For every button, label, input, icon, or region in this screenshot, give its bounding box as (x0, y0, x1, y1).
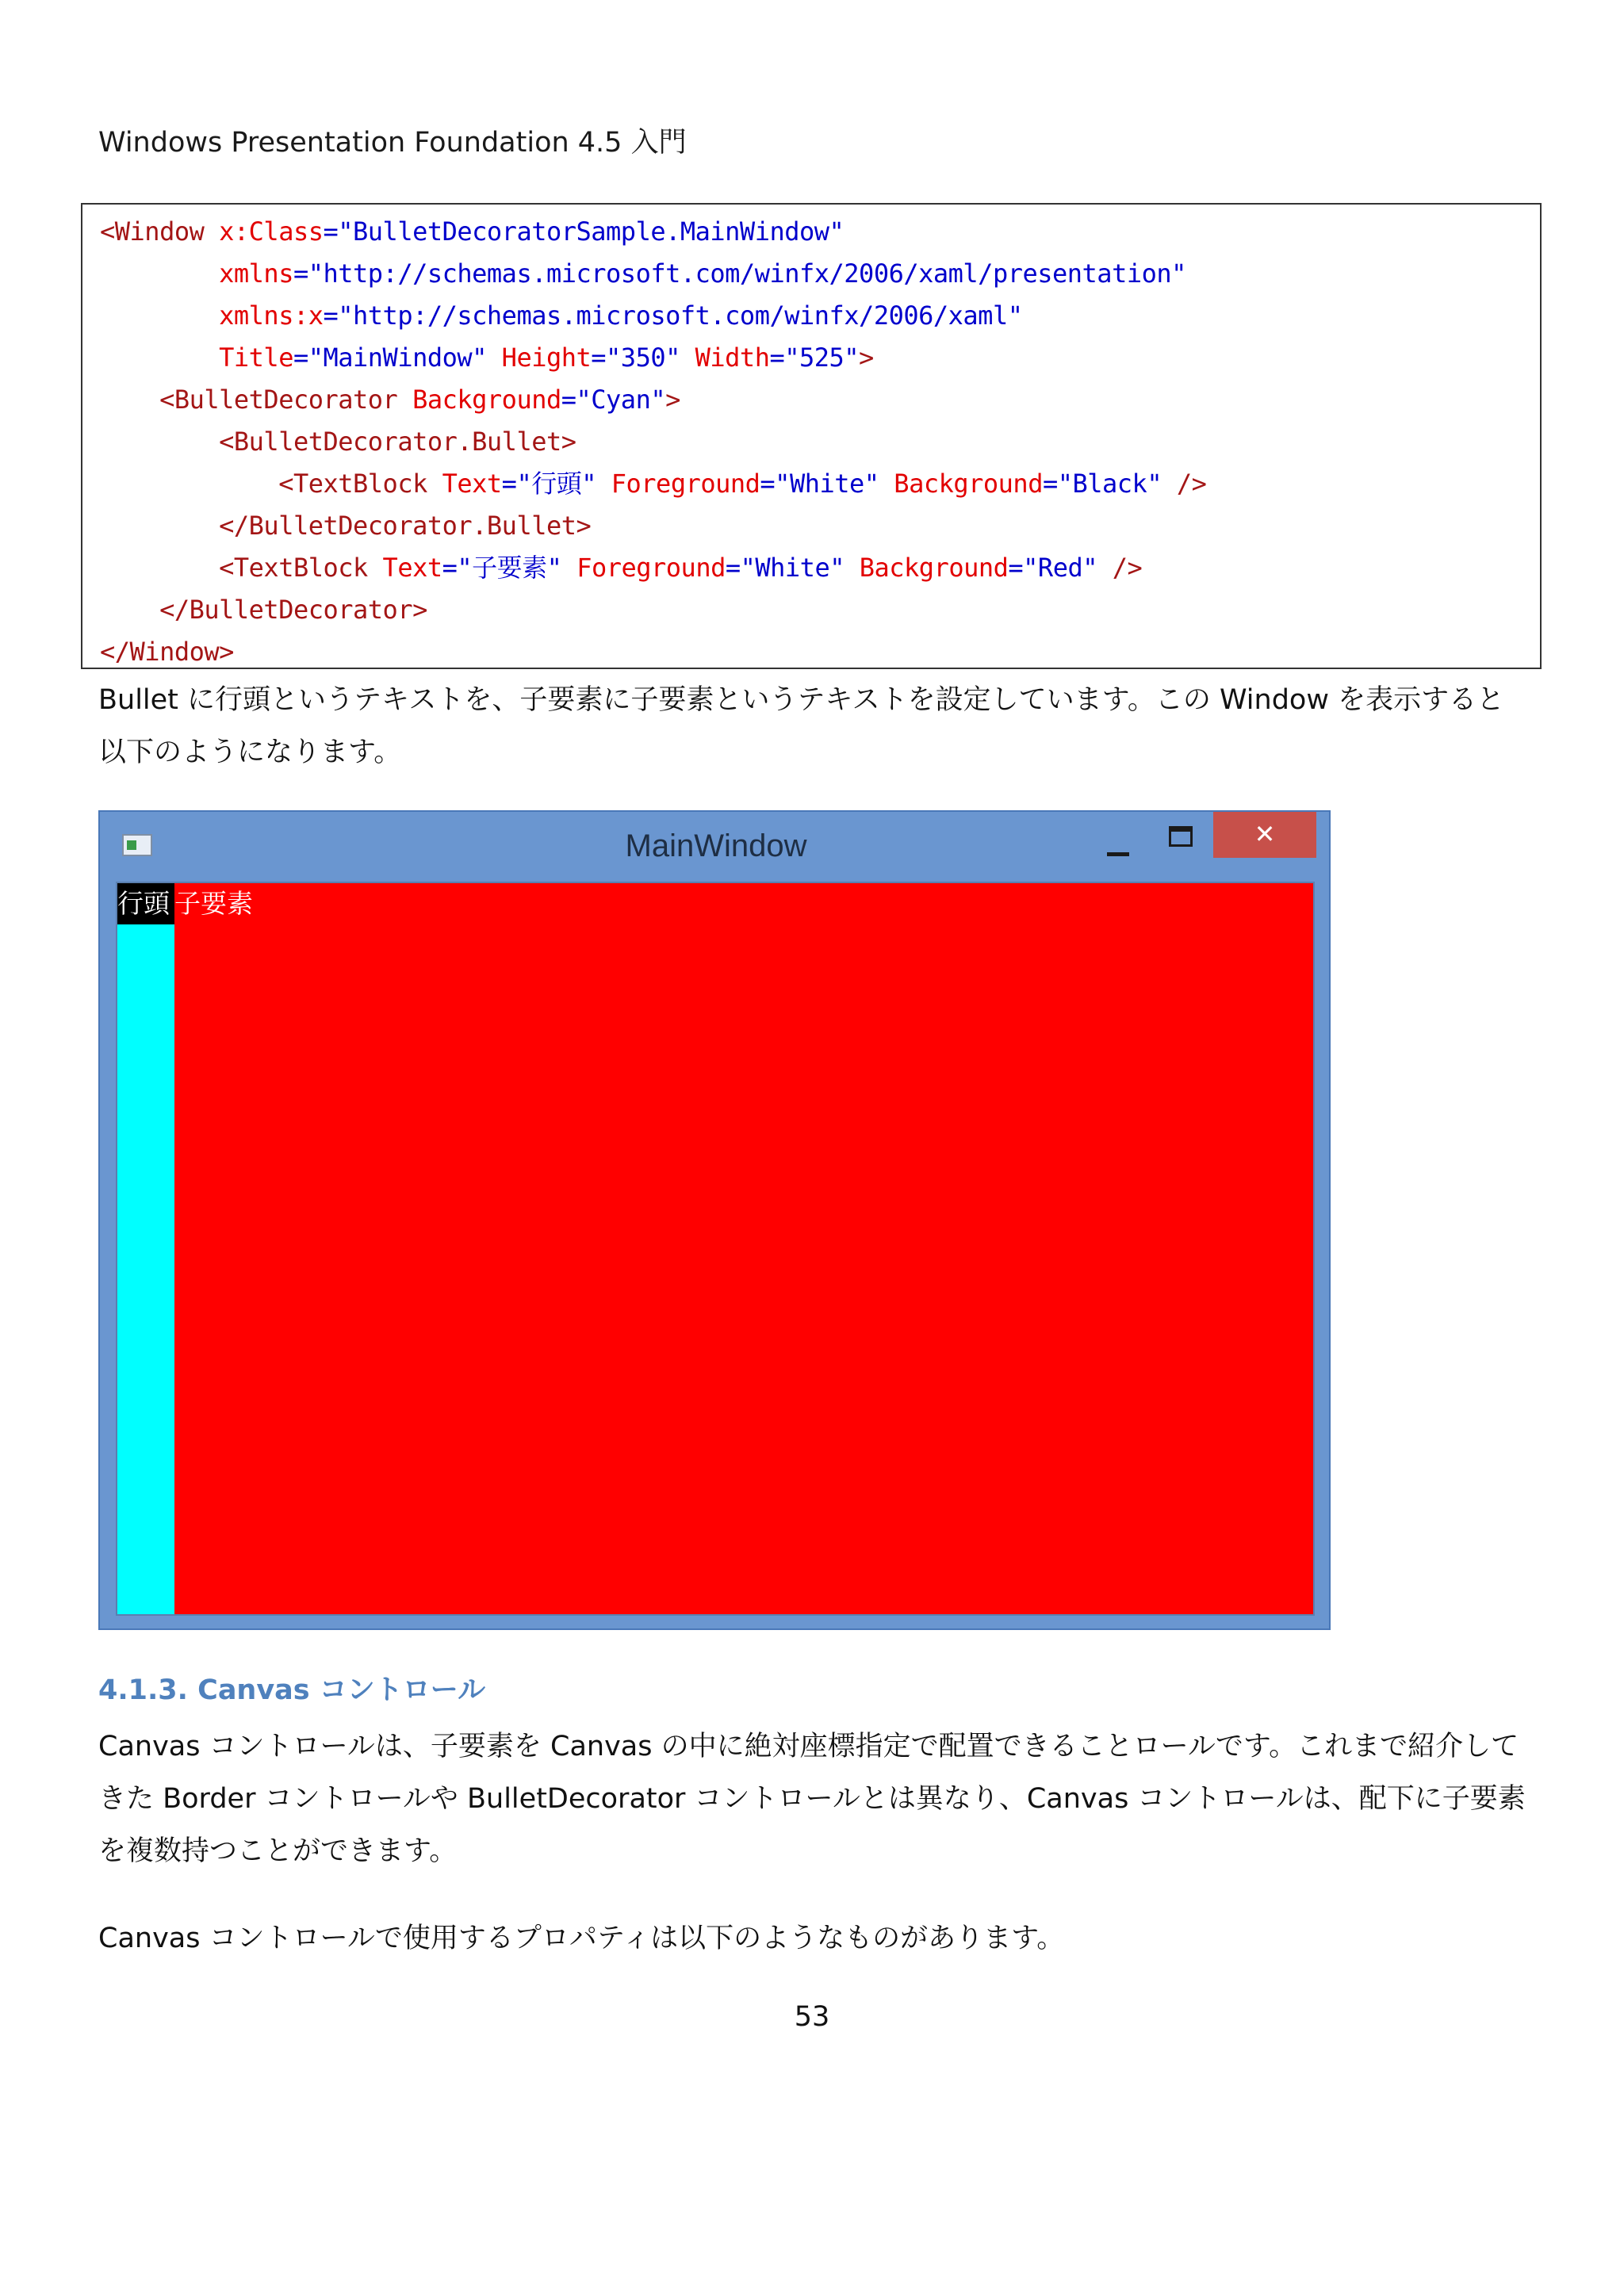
code-token: "Black" (1057, 469, 1162, 499)
code-token: <BulletDecorator (159, 385, 413, 415)
code-token: Background (859, 553, 1009, 583)
code-token (596, 469, 611, 499)
section-heading: 4.1.3. Canvas コントロール (98, 1674, 486, 1706)
code-line (100, 589, 1540, 631)
code-line (100, 505, 1540, 547)
code-token: Width (695, 342, 770, 373)
code-token (100, 258, 219, 289)
minimize-icon[interactable] (1107, 839, 1131, 856)
code-token (100, 595, 159, 625)
code-token: = (769, 342, 785, 373)
code-token (100, 553, 219, 583)
code-token: Background (894, 469, 1043, 499)
code-line (100, 547, 1540, 589)
code-token: <TextBlock (278, 469, 442, 499)
code-token: "Red" (1023, 553, 1097, 583)
code-token: "525" (784, 342, 860, 373)
code-token: <TextBlock (219, 553, 383, 583)
code-token: "Cyan" (576, 385, 666, 415)
code-token (879, 469, 894, 499)
code-token: "BulletDecoratorSample.MainWindow" (338, 216, 845, 247)
code-token (100, 342, 219, 373)
code-token (100, 511, 219, 541)
code-line (100, 631, 1540, 673)
code-token (561, 553, 576, 583)
code-token: xmlns (219, 258, 293, 289)
code-token: = (293, 342, 308, 373)
code-token (845, 553, 860, 583)
code-token: > (859, 342, 874, 373)
code-token: </BulletDecorator> (159, 595, 427, 625)
code-token: "MainWindow" (308, 342, 487, 373)
child-textblock: 子要素 (174, 883, 1313, 1614)
code-token: > (665, 385, 680, 415)
code-block (81, 203, 1542, 669)
code-line (100, 379, 1540, 421)
code-token: </Window> (100, 637, 234, 667)
code-token: Text (442, 469, 502, 499)
code-token: = (1008, 553, 1024, 583)
code-token: = (442, 553, 458, 583)
code-token: <Window (100, 216, 220, 247)
code-token: = (591, 342, 607, 373)
code-line (100, 421, 1540, 463)
code-token: /> (1176, 469, 1207, 499)
code-token: = (323, 300, 339, 331)
code-line (100, 253, 1540, 295)
body-paragraph-3: Canvas コントロールで使用するプロパティは以下のようなものがあります。 (98, 1923, 1065, 1954)
code-token (100, 385, 159, 415)
code-token: </BulletDecorator.Bullet> (219, 511, 592, 541)
code-token (1162, 469, 1177, 499)
code-token: = (323, 216, 339, 247)
running-header: Windows Presentation Foundation 4.5 入門 (98, 127, 687, 159)
code-token: = (760, 469, 776, 499)
code-token: x:Class (219, 216, 324, 247)
bullet-decorator-area (116, 882, 1315, 1616)
code-token: "行頭" (516, 469, 596, 499)
code-token: "White" (775, 469, 879, 499)
close-button[interactable]: ✕ (1213, 812, 1316, 858)
code-token: = (1042, 469, 1058, 499)
code-token: = (725, 553, 741, 583)
code-line (100, 463, 1540, 505)
code-token: /> (1112, 553, 1143, 583)
code-token (680, 342, 695, 373)
code-token (100, 469, 278, 499)
body-paragraph-1: Bullet に行頭というテキストを、子要素に子要素というテキストを設定しています。この Window を表示すると以下のようになります。 (98, 684, 1505, 768)
code-token: Background (412, 385, 561, 415)
window-title: MainWindow (625, 828, 807, 863)
code-token (1097, 553, 1113, 583)
code-line (100, 337, 1540, 379)
code-token: Height (501, 342, 592, 373)
code-token: <BulletDecorator.Bullet> (219, 427, 576, 457)
code-token: Foreground (576, 553, 726, 583)
code-token: "子要素" (457, 553, 562, 583)
code-token: = (501, 469, 517, 499)
code-token: "350" (606, 342, 680, 373)
code-token: Title (219, 342, 293, 373)
bullet-textblock: 行頭 (117, 883, 174, 924)
page-number: 53 (794, 2001, 830, 2033)
screenshot-window (98, 810, 1331, 1630)
maximize-icon[interactable] (1169, 826, 1193, 847)
code-token: = (293, 258, 308, 289)
code-line (100, 295, 1540, 337)
code-token: "White" (740, 553, 845, 583)
code-token: Foreground (611, 469, 760, 499)
code-token (100, 300, 219, 331)
code-token: = (561, 385, 576, 415)
code-token (487, 342, 502, 373)
code-token: xmlns:x (219, 300, 324, 331)
code-token (100, 427, 219, 457)
code-line (100, 211, 1540, 253)
code-token: Text (382, 553, 442, 583)
code-token: "http://schemas.microsoft.com/winfx/2006/xaml/presentation" (308, 258, 1186, 289)
body-paragraph-2: Canvas コントロールは、子要素を Canvas の中に絶対座標指定で配置できることロールです。これまで紹介してきた Border コントロールや BulletDecorator コントロールとは異なり、Canvas コントロールは、配下に子要素を複数持つことができます。 (98, 1731, 1526, 1867)
code-token: "http://schemas.microsoft.com/winfx/2006/xaml" (338, 300, 1023, 331)
